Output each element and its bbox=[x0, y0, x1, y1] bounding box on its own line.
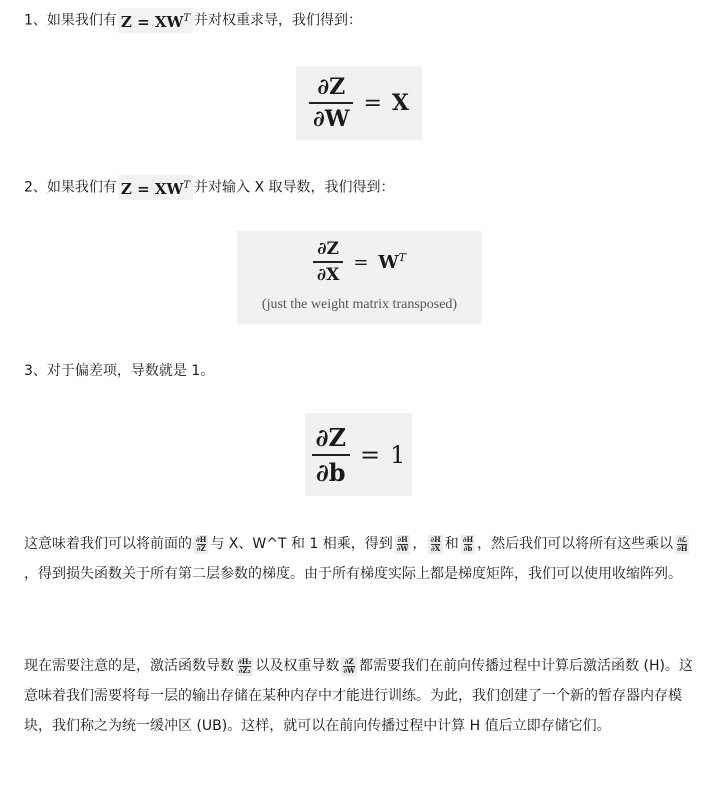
fraction-dH-db bbox=[461, 535, 475, 554]
paragraph-1-text-6: ，得到损失函数关于所有第二层参数的梯度。由于所有梯度实际上都是梯度矩阵，我们可以使用收缩阵列。 bbox=[24, 566, 682, 582]
fraction-numerator: ∂H bbox=[196, 534, 207, 544]
equation-2-rhs-sup: T bbox=[398, 251, 406, 264]
paragraph-1-text-5: ，然后我们可以将所有这些乘以 bbox=[477, 536, 674, 552]
equals-sign: = bbox=[359, 440, 381, 469]
equation-3-fraction bbox=[312, 423, 350, 487]
fraction-numerator: ∂H bbox=[397, 534, 408, 544]
equation-2-rhs bbox=[378, 251, 406, 273]
fraction-numerator: ∂H bbox=[430, 534, 441, 544]
fraction-denominator: ∂Z₂ bbox=[238, 665, 251, 675]
item-1-formula-text: Z = XW bbox=[120, 13, 184, 31]
fraction-denominator: ∂b bbox=[463, 543, 473, 553]
item-1-formula-sup: T bbox=[183, 13, 191, 24]
equation-2 bbox=[237, 239, 482, 285]
paragraph-1-text-1: 这意味着我们可以将前面的 bbox=[24, 536, 192, 552]
item-1-suffix: 并对权重求导，我们得到： bbox=[194, 12, 363, 29]
paragraph-2-text-3: 都需要我们在前向传播过程中计算后激活函数 (H)。这意味着我们需要将每一层的输出存储在某种内存中才能进行训练。为此，我们创建了一个新的暂存器内存模块，我们称之为统一缓冲区 (UB)。这样，就可以在前向传播过程中计算 H 值后立即存储它们。 bbox=[24, 658, 693, 734]
item-3-line bbox=[24, 360, 214, 382]
item-3-text: 3、对于偏差项，导数就是 1。 bbox=[24, 363, 215, 379]
equation-1 bbox=[296, 66, 422, 140]
paragraph-2-text-2: 以及权重导数 bbox=[255, 658, 340, 674]
fraction-denominator: ∂H bbox=[677, 543, 688, 553]
item-2-formula-sup: T bbox=[183, 180, 191, 191]
equation-1-fraction bbox=[309, 74, 353, 132]
equation-1-denominator: ∂W bbox=[309, 102, 353, 132]
fraction-denominator: ∂X bbox=[431, 543, 441, 553]
paragraph-1-text-3: ， bbox=[412, 536, 427, 552]
fraction-denominator: ∂W bbox=[343, 665, 356, 675]
paragraph-2-text-1: 现在需要注意的是，激活函数导数 bbox=[24, 658, 234, 674]
equation-2-rhs-base: W bbox=[378, 252, 399, 273]
fraction-numerator: ∂Z bbox=[344, 656, 354, 666]
equation-1-numerator: ∂Z bbox=[317, 74, 346, 100]
item-2-prefix: 2、如果我们有 bbox=[24, 179, 117, 196]
equation-3 bbox=[305, 413, 412, 496]
fraction-dZ-dW bbox=[341, 657, 357, 676]
fraction-dH-dW bbox=[395, 535, 411, 554]
item-2-inline-formula bbox=[118, 175, 193, 200]
paragraph-1-text-2: 与 X、W^T 和 1 相乘，得到 bbox=[210, 536, 393, 552]
equation-3-box bbox=[305, 413, 412, 496]
paragraph-2 bbox=[24, 651, 696, 741]
item-1-line bbox=[24, 8, 362, 33]
fraction-denominator: ∂W bbox=[396, 543, 409, 553]
fraction-denominator: ∂Z bbox=[196, 543, 206, 553]
fraction-dH2-dZ2 bbox=[236, 657, 253, 676]
fraction-numerator: ∂H bbox=[462, 534, 474, 544]
item-2-line bbox=[24, 175, 395, 200]
fraction-dL-dH bbox=[675, 535, 689, 554]
equation-2-box bbox=[237, 231, 482, 324]
item-2-formula-text: Z = XW bbox=[120, 180, 184, 198]
item-2-suffix: 并对输入 X 取导数，我们得到： bbox=[194, 179, 395, 196]
equation-2-numerator: ∂Z bbox=[317, 239, 339, 259]
item-1-inline-formula bbox=[118, 8, 193, 33]
equation-2-note: (just the weight matrix transposed) bbox=[261, 297, 458, 312]
equals-sign: = bbox=[363, 90, 382, 116]
fraction-dH-dZ bbox=[194, 535, 208, 554]
equation-3-numerator: ∂Z bbox=[315, 422, 346, 452]
fraction-numerator: ∂H₂ bbox=[238, 656, 252, 666]
equals-sign: = bbox=[353, 251, 369, 273]
equation-3-rhs: 1 bbox=[390, 440, 406, 469]
item-1-prefix: 1、如果我们有 bbox=[24, 12, 117, 29]
equation-1-rhs: X bbox=[391, 90, 409, 116]
fraction-numerator: ∂ℒ bbox=[677, 534, 687, 544]
equation-1-box bbox=[296, 66, 422, 140]
equation-3-denominator: ∂b bbox=[312, 454, 350, 487]
paragraph-1 bbox=[24, 529, 696, 589]
equation-2-denominator: ∂X bbox=[313, 261, 343, 285]
fraction-dH-dX bbox=[428, 535, 442, 554]
paragraph-1-text-4: 和 bbox=[444, 536, 459, 552]
equation-2-fraction bbox=[313, 239, 343, 285]
